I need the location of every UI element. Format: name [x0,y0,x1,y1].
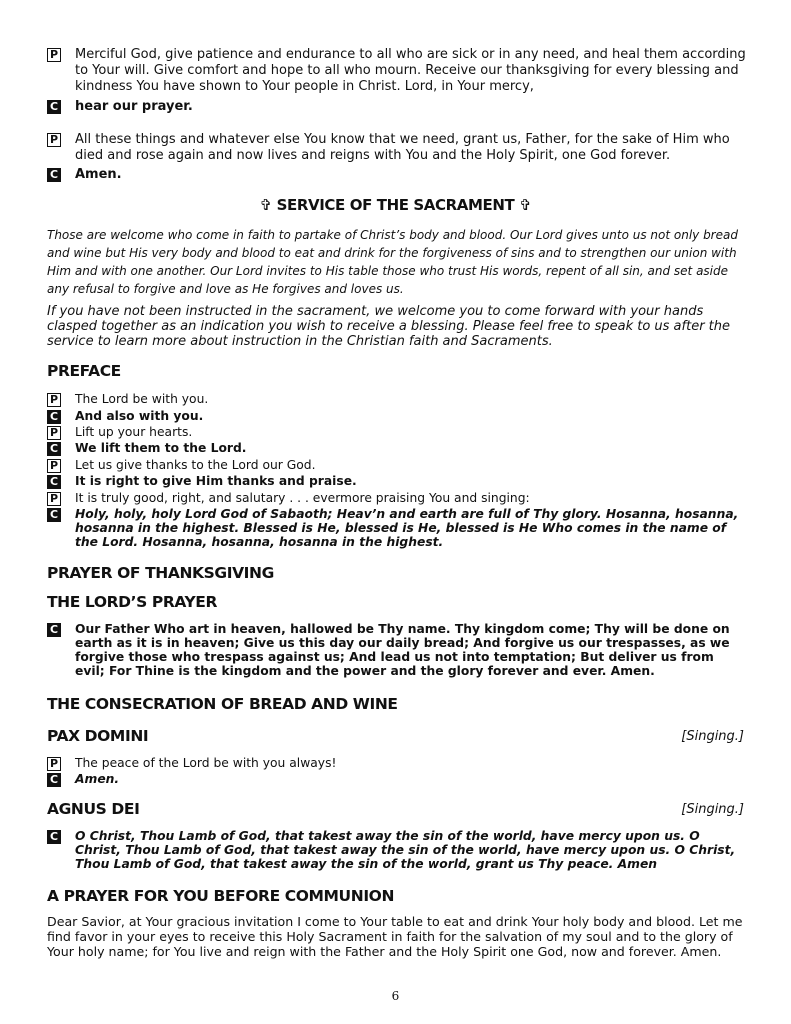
congregation-amen [47,167,747,183]
pastor-marker-icon: P [47,757,61,771]
thanksgiving-heading: PRAYER OF THANKSGIVING [47,564,274,582]
congregation-marker-icon: C [47,773,61,787]
congregation-marker-icon: C [47,168,61,182]
sanctus-text: Holy, holy, holy Lord God of Sabaoth; Heav’n and earth are full of Thy glory. Hosanna, hosanna, hosanna in the highest. Blessed is He, blessed is He, blessed is He Who comes in the name of the Lord. Hosanna, hosanna, hosanna in the highest. [75,507,739,549]
pastor-marker-icon: P [47,133,61,147]
pastor-marker-icon: P [47,48,61,62]
preface-line [47,474,747,489]
congregation-marker-icon: C [47,100,61,114]
congregation-marker-icon: C [47,410,61,424]
preface-text: We lift them to the Lord. [75,441,247,455]
preface-line [47,458,747,473]
pastor-marker-icon: P [47,459,61,473]
congregation-marker-icon: C [47,475,61,489]
lords-prayer [47,622,747,678]
communion-prayer-heading: A PRAYER FOR YOU BEFORE COMMUNION [47,887,395,905]
consecration-heading: THE CONSECRATION OF BREAD AND WINE [47,695,398,713]
preface-line [47,425,747,440]
preface-line [47,409,747,424]
congregation-marker-icon: C [47,508,61,522]
welcome-paragraph: Those are welcome who come in faith to partake of Christ’s body and blood. Our Lord gives unto us not only bread and wine but His very body and blood to eat and drink for the forgiveness of sins and to strengthen our union with Him and with one another. Our Lord invites to His table those who trust His words, repent of all sin, and set aside any refusal to forgive and love as He forgives and loves us. [47,228,738,296]
preface-text: And also with you. [75,409,204,423]
preface-text: Let us give thanks to the Lord our God. [75,458,316,472]
agnus-dei-heading: AGNUS DEI [47,800,140,818]
petition-text: All these things and whatever else You know that we need, grant us, Father, for the sake of Him who died and rose again and now lives and reigns with You and the Holy Spirit, one God forever. [75,132,730,163]
sanctus [47,507,747,549]
preface-text: It is truly good, right, and salutary . . . evermore praising You and singing: [75,491,530,505]
lords-prayer-heading: THE LORD’S PRAYER [47,593,218,611]
pastor-petition-closing [47,132,747,164]
preface-text: The Lord be with you. [75,392,209,406]
instruction-paragraph: If you have not been instructed in the sacrament, we welcome you to come forward with your hands clasped together as an indication you wish to receive a blessing. Please feel free to speak to us after the service to learn more about instruction in the Christian faith and Sacraments. [47,304,731,349]
preface-line [47,491,747,506]
pastor-petition-sick [47,47,747,95]
agnus-dei [47,829,747,871]
preface-line [47,392,747,407]
response-text: hear our prayer. [75,99,193,114]
agnus-dei-text: O Christ, Thou Lamb of God, that takest away the sin of the world, have mercy upon us. O Christ, Thou Lamb of God, that takest away the sin of the world, have mercy upon us. O Christ, Thou Lamb of God, that takest away the sin of the world, grant us Thy peace. Amen [75,829,736,871]
pax-response-text: Amen. [75,772,120,786]
congregation-marker-icon: C [47,442,61,456]
agnus-dei-note: [Singing.] [681,802,744,817]
pastor-marker-icon: P [47,393,61,407]
congregation-response [47,99,747,115]
pax-domini-response [47,772,747,787]
response-text: Amen. [75,167,122,182]
preface-heading: PREFACE [47,362,121,380]
preface-line [47,441,747,456]
page-number: 6 [391,989,400,1003]
pastor-marker-icon: P [47,426,61,440]
pax-text: The peace of the Lord be with you always! [75,756,337,770]
preface-text: Lift up your hearts. [75,425,193,439]
congregation-marker-icon: C [47,623,61,637]
lords-prayer-text: Our Father Who art in heaven, hallowed be Thy name. Thy kingdom come; Thy will be done on earth as it is in heaven; Give us this day our daily bread; And forgive us our trespasses, as we forgive those who trespass against us; And lead us not into temptation; But deliver us from evil; For Thine is the kingdom and the power and the glory forever and ever. Amen. [75,622,730,678]
pax-domini-note: [Singing.] [681,729,744,744]
congregation-marker-icon: C [47,830,61,844]
communion-prayer-text: Dear Savior, at Your gracious invitation I come to Your table to eat and drink Your holy body and blood. Let me find favor in your eyes to receive this Holy Sacrament in faith for the salvation of my soul and to the glory of Your holy name; for You live and reign with the Father and the Holy Spirit one God, now and forever. Amen. [47,914,743,959]
pax-domini-heading: PAX DOMINI [47,727,149,745]
preface-text: It is right to give Him thanks and praise. [75,474,357,488]
petition-text: Merciful God, give patience and endurance to all who are sick or in any need, and heal them according to Your will. Give comfort and hope to all who mourn. Receive our thanksgiving for every blessing and kindness You have shown to Your people in Christ. Lord, in Your mercy, [75,47,746,94]
pastor-marker-icon: P [47,492,61,506]
pax-domini-line [47,756,747,771]
service-title: ✞ SERVICE OF THE SACRAMENT ✞ [259,196,532,214]
